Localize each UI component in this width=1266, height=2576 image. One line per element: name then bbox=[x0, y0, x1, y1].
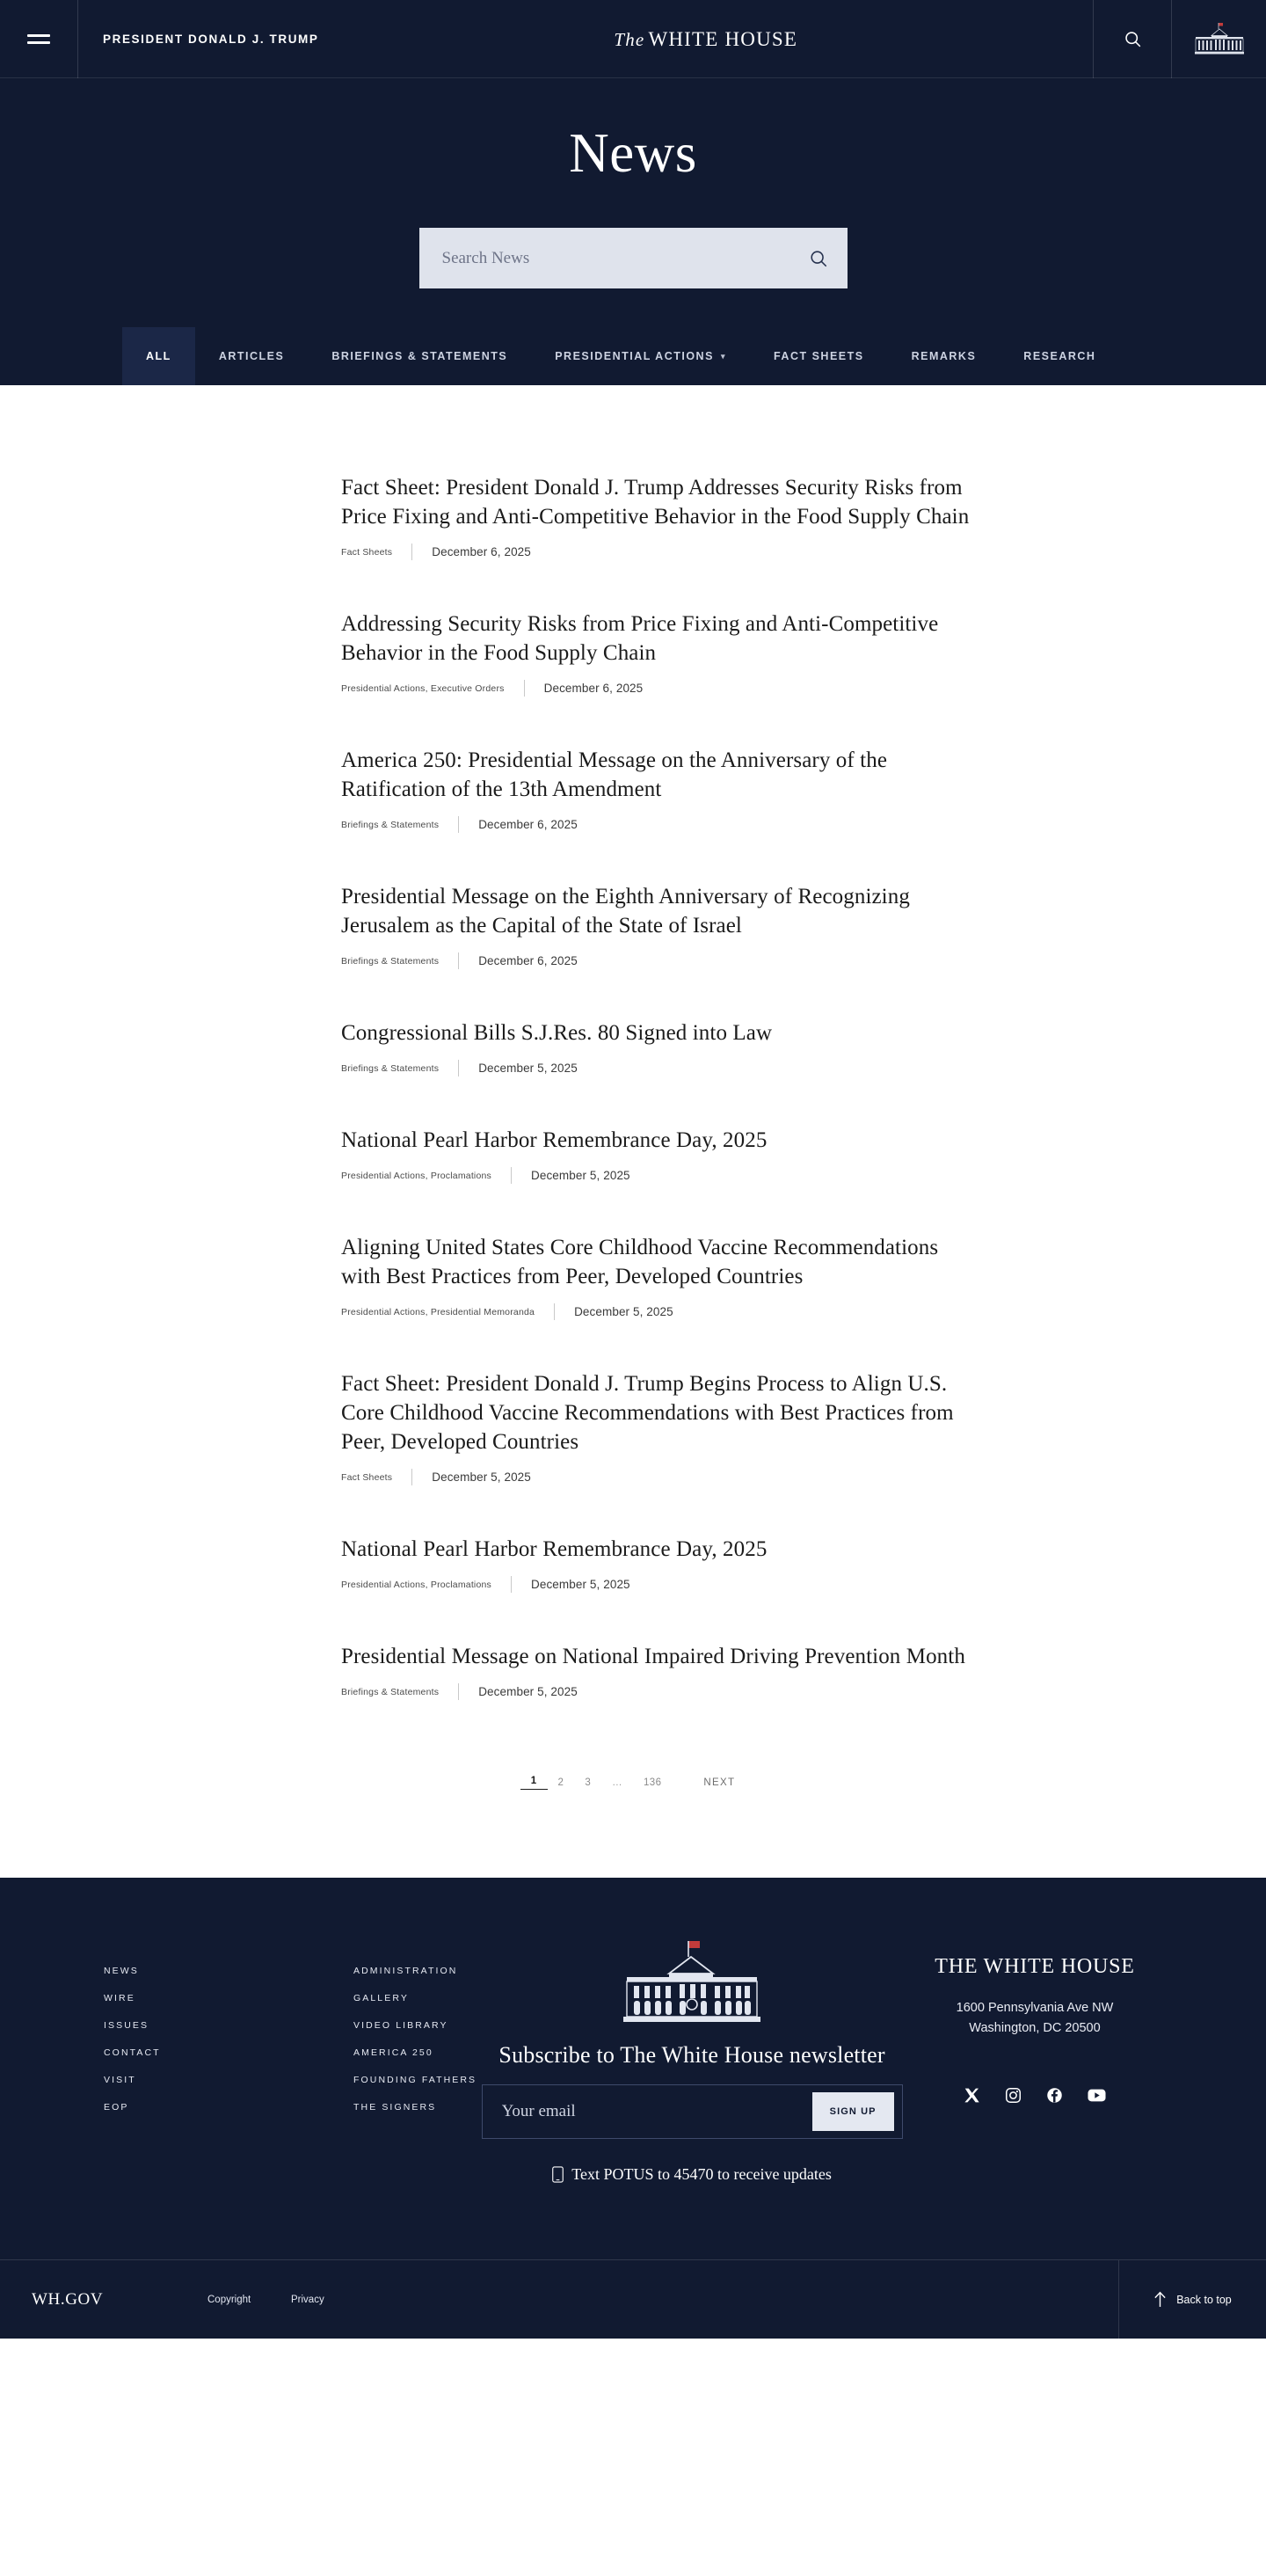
newsletter-email-input[interactable] bbox=[502, 2102, 812, 2121]
footer-link-wire[interactable]: WIRE bbox=[104, 1993, 135, 2004]
meta-divider bbox=[458, 952, 459, 969]
site-logo-link[interactable] bbox=[319, 0, 1093, 78]
news-item-category[interactable]: Fact Sheets bbox=[341, 546, 393, 558]
privacy-link[interactable]: Privacy bbox=[291, 2294, 324, 2305]
news-list-item[interactable] bbox=[341, 1233, 972, 1320]
news-list-item[interactable] bbox=[341, 1642, 972, 1700]
x-twitter-icon bbox=[964, 2087, 980, 2104]
pagination bbox=[0, 1776, 1266, 1878]
news-item-title[interactable]: National Pearl Harbor Remembrance Day, 2025 bbox=[341, 1128, 768, 1153]
news-item-date: December 5, 2025 bbox=[478, 1685, 578, 1699]
news-list-item[interactable] bbox=[341, 1126, 972, 1184]
news-item-title[interactable]: Congressional Bills S.J.Res. 80 Signed into Law bbox=[341, 1021, 773, 1046]
footer-social-links bbox=[907, 2087, 1162, 2104]
news-item-date: December 5, 2025 bbox=[531, 1578, 630, 1592]
news-item-date: December 6, 2025 bbox=[478, 818, 578, 832]
news-item-meta bbox=[341, 952, 972, 969]
top-navigation-bar bbox=[0, 0, 1266, 78]
news-item-meta bbox=[341, 816, 972, 833]
site-footer bbox=[0, 1878, 1266, 2259]
white-house-building-illustration bbox=[618, 1939, 766, 2032]
tab-all[interactable] bbox=[122, 327, 195, 385]
meta-divider bbox=[411, 1469, 412, 1485]
footer-links-column-1 bbox=[104, 1966, 266, 2184]
wordmark-main: WHITE HOUSE bbox=[648, 27, 798, 50]
footer-link-america-250[interactable]: AMERICA 250 bbox=[353, 2047, 433, 2059]
facebook-link[interactable] bbox=[1046, 2087, 1063, 2104]
back-to-top-label: Back to top bbox=[1176, 2293, 1232, 2306]
meta-divider bbox=[458, 816, 459, 833]
news-item-title[interactable]: America 250: Presidential Message on the Anniversary of the Ratification of the 13th Amendment bbox=[341, 748, 888, 802]
pagination-page-2[interactable]: 2 bbox=[557, 1777, 564, 1789]
tab-label: PRESIDENTIAL ACTIONS bbox=[555, 350, 714, 363]
tab-label: ARTICLES bbox=[218, 350, 285, 363]
page-title: News bbox=[569, 122, 697, 184]
meta-divider bbox=[554, 1303, 555, 1320]
search-submit-button[interactable] bbox=[809, 249, 828, 268]
tab-fact-sheets[interactable] bbox=[750, 327, 888, 385]
news-item-meta bbox=[341, 544, 972, 560]
footer-inner bbox=[0, 1946, 1266, 2184]
footer-link-gallery[interactable]: GALLERY bbox=[353, 1993, 409, 2004]
footer-link-eop[interactable]: EOP bbox=[104, 2102, 129, 2113]
news-item-title[interactable]: Aligning United States Core Childhood Vaccine Recommendations with Best Practices from Peer, Developed Countries bbox=[341, 1236, 939, 1289]
news-list-item[interactable] bbox=[341, 473, 972, 560]
pagination-page-1[interactable]: 1 bbox=[520, 1776, 548, 1790]
youtube-link[interactable] bbox=[1088, 2087, 1106, 2104]
white-house-building-icon bbox=[618, 1939, 766, 2027]
news-item-date: December 5, 2025 bbox=[432, 1470, 531, 1485]
news-list-item[interactable] bbox=[341, 1369, 972, 1485]
meta-divider bbox=[458, 1060, 459, 1076]
pagination-page-3[interactable]: 3 bbox=[585, 1777, 592, 1789]
hamburger-menu-icon bbox=[27, 30, 50, 48]
tab-label: REMARKS bbox=[911, 350, 977, 363]
news-list-item[interactable] bbox=[341, 882, 972, 969]
news-item-date: December 5, 2025 bbox=[574, 1305, 673, 1319]
copyright-link[interactable]: Copyright bbox=[207, 2294, 251, 2305]
page-hero bbox=[0, 78, 1266, 385]
wordmark-the: The bbox=[614, 28, 645, 50]
meta-divider bbox=[511, 1167, 512, 1184]
news-item-title[interactable]: Fact Sheet: President Donald J. Trump Begins Process to Align U.S. Core Childhood Vaccine Recommendations with Best Practices from Peer, Developed Countries bbox=[341, 1372, 954, 1455]
news-item-title[interactable]: Presidential Message on National Impaired Driving Prevention Month bbox=[341, 1645, 965, 1669]
news-list bbox=[294, 473, 972, 1700]
news-item-category[interactable]: Briefings & Statements bbox=[341, 1062, 440, 1074]
news-item-meta bbox=[341, 1303, 972, 1320]
hamburger-menu-button[interactable] bbox=[0, 0, 78, 78]
news-item-category[interactable]: Presidential Actions, Proclamations bbox=[341, 1170, 491, 1181]
page-bottom-whitespace bbox=[0, 2339, 1266, 2576]
footer-address-line-2: Washington, DC 20500 bbox=[969, 2020, 1101, 2035]
search-icon bbox=[809, 249, 828, 268]
tab-label: BRIEFINGS & STATEMENTS bbox=[331, 350, 508, 363]
footer-address-line-1: 1600 Pennsylvania Ave NW bbox=[956, 2001, 1114, 2016]
tab-remarks[interactable] bbox=[888, 327, 1000, 385]
news-item-category[interactable]: Presidential Actions, Executive Orders bbox=[341, 682, 505, 694]
news-item-date: December 6, 2025 bbox=[478, 954, 578, 968]
news-list-item[interactable] bbox=[341, 1018, 972, 1076]
news-item-title[interactable]: Presidential Message on the Eighth Anniversary of Recognizing Jerusalem as the Capital of the State of Israel bbox=[341, 885, 910, 938]
tab-research[interactable] bbox=[1000, 327, 1119, 385]
instagram-link[interactable] bbox=[1005, 2087, 1022, 2104]
news-item-category[interactable]: Fact Sheets bbox=[341, 1471, 393, 1483]
news-item-category[interactable]: Briefings & Statements bbox=[341, 955, 440, 967]
news-item-date: December 5, 2025 bbox=[478, 1062, 578, 1076]
footer-bottom-bar bbox=[0, 2259, 1266, 2339]
news-item-category[interactable]: Briefings & Statements bbox=[341, 819, 440, 830]
news-item-meta bbox=[341, 1683, 972, 1700]
white-house-building-icon bbox=[1192, 22, 1247, 57]
facebook-icon bbox=[1046, 2087, 1063, 2104]
search-input[interactable] bbox=[442, 249, 800, 268]
footer-bottom-left bbox=[0, 2260, 1118, 2339]
arrow-up-icon bbox=[1153, 2291, 1167, 2308]
back-to-top-button[interactable] bbox=[1118, 2260, 1266, 2339]
newsletter-signup-button[interactable]: SIGN UP bbox=[812, 2092, 894, 2131]
search-icon bbox=[1124, 30, 1142, 48]
whgov-logo[interactable]: WH.GOV bbox=[32, 2289, 104, 2309]
meta-divider bbox=[458, 1683, 459, 1700]
newsletter-heading: Subscribe to The White House newsletter bbox=[498, 2042, 885, 2069]
news-item-title[interactable]: Fact Sheet: President Donald J. Trump Addresses Security Risks from Price Fixing and Anti-Competitive Behavior in the Food Supply Chain bbox=[341, 476, 970, 529]
tab-label: RESEARCH bbox=[1023, 350, 1096, 363]
tab-briefings-statements[interactable] bbox=[308, 327, 531, 385]
news-item-title[interactable]: Addressing Security Risks from Price Fixing and Anti-Competitive Behavior in the Food Supply Chain bbox=[341, 612, 939, 666]
pagination-last-page[interactable]: 136 bbox=[644, 1777, 662, 1789]
footer-link-the-signers[interactable]: THE SIGNERS bbox=[353, 2102, 437, 2113]
footer-address-column bbox=[907, 1946, 1162, 2184]
footer-links-column-2 bbox=[353, 1966, 477, 2184]
news-item-meta bbox=[341, 1060, 972, 1076]
news-item-date: December 6, 2025 bbox=[432, 545, 531, 559]
footer-brand-title: THE WHITE HOUSE bbox=[935, 1955, 1135, 1979]
president-name-link[interactable] bbox=[78, 0, 319, 78]
meta-divider bbox=[411, 544, 412, 560]
news-item-title[interactable]: National Pearl Harbor Remembrance Day, 2025 bbox=[341, 1537, 768, 1562]
footer-link-news[interactable]: NEWS bbox=[104, 1966, 139, 1977]
news-item-meta bbox=[341, 680, 972, 697]
news-item-meta bbox=[341, 1576, 972, 1593]
footer-link-contact[interactable]: CONTACT bbox=[104, 2047, 161, 2059]
white-house-seal-link[interactable] bbox=[1171, 0, 1266, 78]
news-item-meta bbox=[341, 1469, 972, 1485]
sms-signup-link[interactable] bbox=[552, 2165, 832, 2184]
pagination-ellipsis: … bbox=[612, 1777, 623, 1789]
footer-link-video-library[interactable]: VIDEO LIBRARY bbox=[353, 2020, 448, 2032]
footer-link-administration[interactable]: ADMINISTRATION bbox=[353, 1966, 458, 1977]
sms-signup-text: Text POTUS to 45470 to receive updates bbox=[571, 2165, 832, 2184]
tab-presidential-actions[interactable] bbox=[531, 327, 750, 385]
news-item-category[interactable]: Presidential Actions, Presidential Memoranda bbox=[341, 1306, 535, 1317]
x-twitter-link[interactable] bbox=[964, 2087, 980, 2104]
news-item-meta bbox=[341, 1167, 972, 1184]
footer-link-founding-fathers[interactable]: FOUNDING FATHERS bbox=[353, 2075, 477, 2086]
news-list-item[interactable] bbox=[341, 746, 972, 833]
tab-articles[interactable] bbox=[195, 327, 309, 385]
white-house-wordmark bbox=[614, 28, 797, 51]
news-search-box[interactable] bbox=[419, 228, 848, 288]
chevron-down-icon: ▾ bbox=[720, 351, 726, 361]
news-list-item[interactable] bbox=[341, 1535, 972, 1593]
footer-link-columns bbox=[104, 1946, 477, 2184]
mobile-phone-icon bbox=[552, 2166, 564, 2183]
meta-divider bbox=[511, 1576, 512, 1593]
tab-label: ALL bbox=[146, 350, 171, 363]
instagram-icon bbox=[1005, 2087, 1022, 2104]
youtube-icon bbox=[1088, 2087, 1106, 2104]
pagination-next-button[interactable]: NEXT bbox=[703, 1777, 736, 1789]
news-item-category[interactable]: Presidential Actions, Proclamations bbox=[341, 1579, 491, 1590]
news-item-date: December 6, 2025 bbox=[543, 682, 644, 696]
tab-label: FACT SHEETS bbox=[773, 350, 864, 363]
news-item-date: December 5, 2025 bbox=[531, 1169, 630, 1183]
footer-newsletter-column bbox=[477, 1939, 907, 2184]
news-category-tabs bbox=[0, 327, 1266, 385]
news-search-wrapper bbox=[419, 228, 848, 288]
footer-link-visit[interactable]: VISIT bbox=[104, 2075, 136, 2086]
meta-divider bbox=[524, 680, 525, 697]
header-search-button[interactable] bbox=[1093, 0, 1171, 78]
footer-link-issues[interactable]: ISSUES bbox=[104, 2020, 149, 2032]
news-list-item[interactable] bbox=[341, 609, 972, 697]
president-name-label: PRESIDENT DONALD J. TRUMP bbox=[103, 33, 319, 46]
news-item-category[interactable]: Briefings & Statements bbox=[341, 1686, 440, 1697]
newsletter-form bbox=[482, 2084, 903, 2139]
news-list-section bbox=[0, 385, 1266, 1878]
